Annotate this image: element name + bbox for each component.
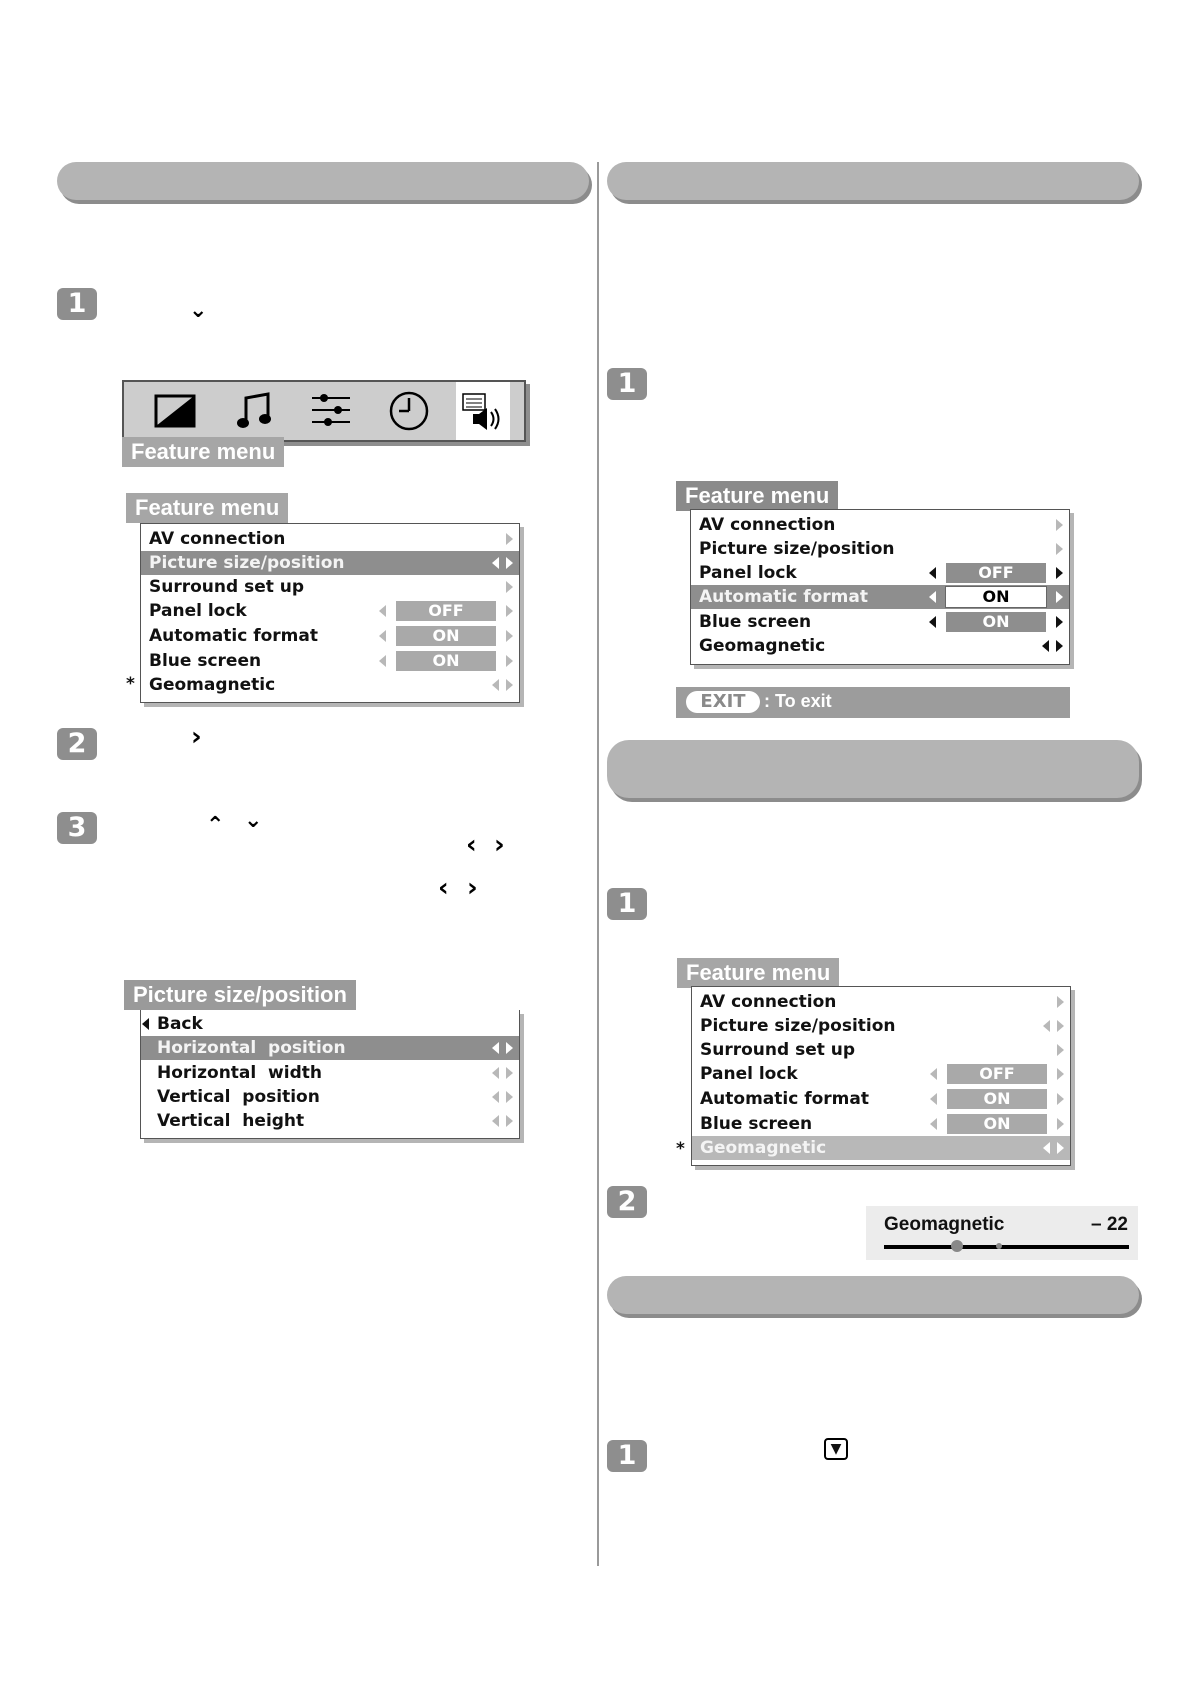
arrow-left-icon [492,1067,499,1079]
arrow-right-icon [506,1115,513,1127]
menu-item-label: Automatic format [699,587,868,607]
arrow-right-icon [506,655,513,667]
arrow-right-icon [506,630,513,642]
menu-item-blue-screen[interactable] [141,649,519,673]
menu-item-label: Back [157,1014,203,1034]
arrow-left-icon [930,1118,937,1130]
geomagnetic-value: – 22 [1091,1214,1128,1235]
arrow-right-icon [506,1091,513,1103]
menu-item-label: Geomagnetic [149,675,276,695]
menu-item-av-connection[interactable] [691,513,1069,537]
arrow-right-icon [1056,591,1063,603]
exit-hint-bar [676,687,1070,718]
step-number: 1 [607,368,647,400]
menu-item-horizontal-position[interactable] [141,1036,519,1060]
arrow-left-icon [929,567,936,579]
arrow-left-icon [379,630,386,642]
arrow-right-icon [506,1067,513,1079]
section-header-bar [607,740,1139,798]
menu-item-automatic-format[interactable] [141,624,519,648]
menu-title: Feature menu [676,481,838,511]
arrow-left-icon [492,1091,499,1103]
arrow-left-icon [492,1115,499,1127]
option-value: ON [947,1114,1047,1134]
section-header-bar [607,1276,1139,1314]
menu-item-blue-screen[interactable] [692,1112,1070,1136]
menu-item-automatic-format[interactable] [691,585,1069,609]
arrow-left-icon [1043,1020,1050,1032]
option-value: ON [945,586,1047,608]
asterisk-marker: * [126,674,135,694]
menu-item-geomagnetic[interactable] [141,673,519,697]
menu-item-label: Horizontal width [157,1063,322,1083]
arrow-right-icon [506,679,513,691]
step-number: 1 [57,288,97,320]
sliders-icon[interactable] [310,390,352,432]
arrow-right-icon [1056,567,1063,579]
arrow-right-icon [506,1042,513,1054]
arrow-right-icon [506,605,513,617]
iconbar-label: Feature menu [122,437,284,467]
up-arrow-icon: ⌃ [206,813,225,838]
menu-item-av-connection[interactable] [692,990,1070,1014]
option-value: ON [396,626,496,646]
menu-item-geomagnetic[interactable] [692,1136,1070,1160]
section-header-bar [607,162,1139,200]
option-value: ON [946,612,1046,632]
arrow-right-icon [1057,996,1064,1008]
feature-speaker-icon [461,390,503,432]
menu-item-label: Panel lock [699,563,797,583]
menu-item-label: AV connection [700,992,837,1012]
menu-title: Feature menu [677,958,839,988]
menu-item-panel-lock[interactable] [141,599,519,623]
option-value: OFF [946,563,1046,583]
arrow-right-icon [506,581,513,593]
menu-item-label: Automatic format [700,1089,869,1109]
arrow-left-icon [1042,640,1049,652]
geomagnetic-adjust-panel [866,1206,1138,1260]
menu-item-geomagnetic[interactable] [691,634,1069,658]
arrow-left-icon [379,605,386,617]
menu-item-surround-set-up[interactable] [141,575,519,599]
asterisk-marker: * [676,1139,685,1159]
menu-item-av-connection[interactable] [141,527,519,551]
menu-item-label: Geomagnetic [700,1138,827,1158]
arrow-right-icon [506,557,513,569]
geomagnetic-label: Geomagnetic [884,1214,1005,1235]
back-arrow-icon [142,1018,149,1030]
arrow-right-icon [1056,616,1063,628]
down-arrow-icon: ⌄ [244,808,263,833]
arrow-right-icon [1057,1068,1064,1080]
menu-item-label: Picture size/position [149,553,345,573]
arrow-right-icon [1057,1044,1064,1056]
menu-item-label: Panel lock [700,1064,798,1084]
menu-item-surround-set-up[interactable] [692,1038,1070,1062]
arrow-left-icon [492,557,499,569]
option-value: ON [947,1089,1047,1109]
menu-item-label: AV connection [149,529,286,549]
arrow-right-icon [506,533,513,545]
arrow-right-icon [1056,519,1063,531]
arrow-right-icon [1057,1020,1064,1032]
step-number: 1 [607,1440,647,1472]
clock-icon[interactable] [388,390,430,432]
menu-item-label: Automatic format [149,626,318,646]
menu-item-label: Surround set up [149,577,305,597]
menu-item-label: AV connection [699,515,836,535]
menu-item-label: Blue screen [699,612,812,632]
menu-item-vertical-position[interactable] [141,1085,519,1109]
arrow-right-icon [1057,1142,1064,1154]
geomagnetic-slider-track[interactable] [884,1245,1129,1249]
step-number: 2 [57,728,97,760]
geomagnetic-slider-thumb[interactable] [951,1240,963,1252]
menu-item-label: Blue screen [700,1114,813,1134]
arrow-left-icon [930,1068,937,1080]
menu-item-picture-size-position[interactable] [692,1014,1070,1038]
menu-item-label: Vertical position [157,1087,320,1107]
geomagnetic-slider-center-mark [996,1243,1002,1249]
menu-item-back[interactable] [141,1012,519,1036]
arrow-left-icon [492,1042,499,1054]
step-number: 1 [607,888,647,920]
arrow-left-icon [929,591,936,603]
feature-tab-selected[interactable] [456,382,510,440]
menu-item-picture-size-position[interactable] [141,551,519,575]
picture-size-position-panel [140,1010,520,1139]
option-value: ON [396,651,496,671]
column-divider [597,162,599,1566]
feature-menu-panel [690,509,1070,665]
music-note-icon[interactable] [234,390,276,432]
menu-item-label: Picture size/position [700,1016,896,1036]
arrow-right-icon [1056,640,1063,652]
arrow-left-icon [1043,1142,1050,1154]
menu-item-label: Horizontal position [157,1038,346,1058]
down-button-icon: ▼ [824,1438,848,1460]
exit-button[interactable]: EXIT [686,691,760,713]
menu-title: Feature menu [126,493,288,523]
menu-title: Picture size/position [124,980,356,1010]
option-value: OFF [947,1064,1047,1084]
arrow-right-icon [1056,543,1063,555]
menu-item-label: Geomagnetic [699,636,826,656]
menu-item-panel-lock[interactable] [692,1062,1070,1086]
down-arrow-icon: ⌄ [189,298,208,323]
step-number: 3 [57,812,97,844]
arrow-left-icon [929,616,936,628]
menu-item-label: Blue screen [149,651,262,671]
left-arrow-icon: ‹ [438,873,449,903]
right-arrow-icon: › [494,830,505,860]
section-header-bar [57,162,589,200]
menu-item-vertical-height[interactable] [141,1109,519,1133]
step-number: 2 [607,1186,647,1218]
arrow-left-icon [379,655,386,667]
menu-item-label: Picture size/position [699,539,895,559]
main-menu-icon-bar [122,380,526,442]
left-arrow-icon: ‹ [466,830,477,860]
menu-item-label: Surround set up [700,1040,856,1060]
menu-item-label: Vertical height [157,1111,305,1131]
menu-item-automatic-format[interactable] [692,1087,1070,1111]
feature-menu-panel [691,986,1071,1166]
option-value: OFF [396,601,496,621]
menu-item-horizontal-width[interactable] [141,1061,519,1085]
menu-item-panel-lock[interactable] [691,561,1069,585]
picture-icon[interactable] [154,390,196,432]
menu-item-label: Panel lock [149,601,247,621]
arrow-right-icon [1057,1118,1064,1130]
right-arrow-icon: › [191,722,202,752]
menu-item-blue-screen[interactable] [691,610,1069,634]
arrow-left-icon [930,1093,937,1105]
right-arrow-icon: › [467,873,478,903]
arrow-left-icon [492,679,499,691]
feature-menu-panel [140,523,520,703]
exit-hint-text: : To exit [764,691,832,711]
arrow-right-icon [1057,1093,1064,1105]
menu-item-picture-size-position[interactable] [691,537,1069,561]
